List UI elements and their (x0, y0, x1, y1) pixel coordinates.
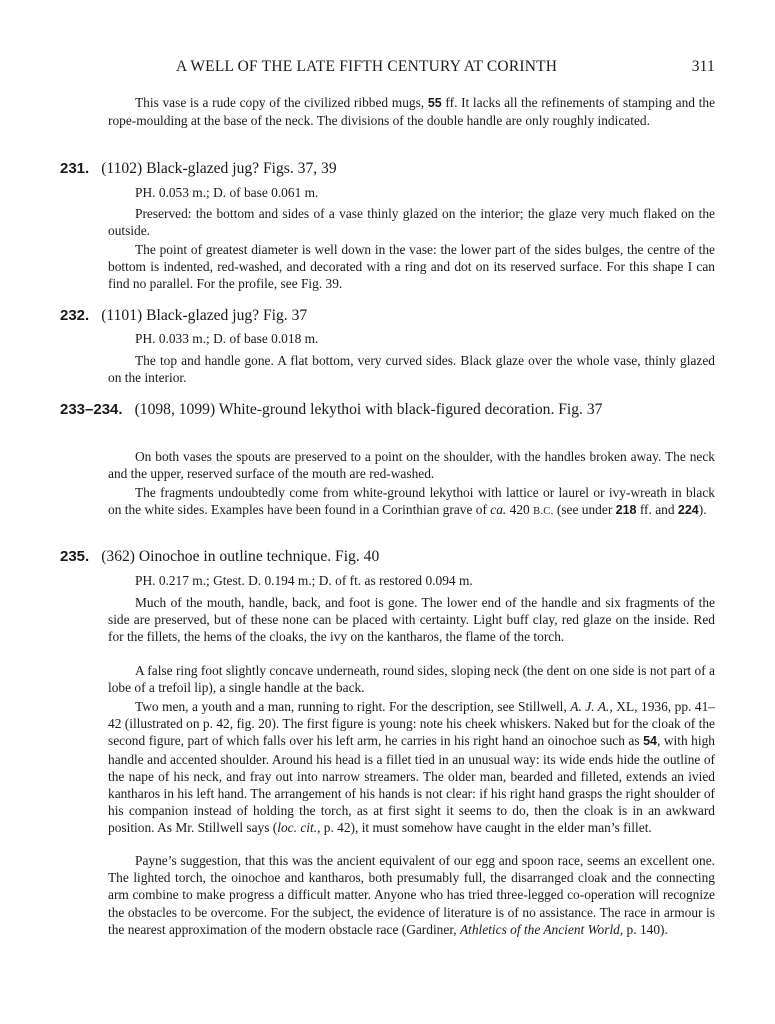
entry-number: 231. (60, 160, 90, 177)
entry-number: 232. (60, 307, 90, 324)
text-run: B.C. (533, 506, 554, 518)
catalogue-ref: 218 (615, 503, 637, 518)
entry-measurements: PH. 0.217 m.; Gtest. D. 0.194 m.; D. of ft. as restored 0.094 m. (135, 573, 473, 588)
text-run: , with high handle and accented shoulder. Around his head is a fillet tied in an unusual way: its wide ends hide the outline of the nape of his neck, and fray out into narrow streamers. The older man, bearded and filleted, extends an ivied kantharos in his left hand. The arrangement of his hands is not clear: if his right hand grasps the right shoulder of his companion instead of holding the torch, as at first sight it seems to do, then the cloak is in an awkward position. As Mr. Stillwell says ( (108, 733, 715, 836)
entry-paragraph: Preserved: the bottom and sides of a vase thinly glazed on the interior; the glaze very much flaked on the outside. (108, 206, 715, 239)
entry-heading-233-234 (60, 401, 720, 419)
entry-paragraph (108, 852, 715, 938)
catalogue-ref: 55 (427, 96, 442, 110)
entry-number: 233–234. (60, 401, 123, 418)
entry-paragraph (108, 698, 715, 837)
entry-heading-232 (60, 307, 720, 325)
text-run: loc. cit. (277, 820, 318, 836)
running-head-title: A WELL OF THE LATE FIFTH CENTURY AT CORINTH (176, 58, 558, 75)
entry-title: (1102) Black-glazed jug? Figs. 37, 39 (101, 160, 337, 177)
entry-title: (1098, 1099) White-ground lekythoi with black-figured decoration. Fig. 37 (134, 401, 603, 418)
entry-paragraph: Much of the mouth, handle, back, and foot is gone. The lower end of the handle and six fragments of the side are preserved, but of these none can be placed with certainty. Light buff clay, red glaze on the inside. Red for the fillets, the hems of the cloaks, the ivy on the kantharos, the flame of the torch. (108, 595, 715, 645)
text-run: , XL, 1936, pp. 41–42 (illustrated on p. 42, fig. 20). The first figure is young: note his cheek whiskers. Naked but for the cloak of the second figure, part of which falls over his left arm, he carries in his right hand an oinochoe such as (108, 699, 715, 749)
entry-measurements: PH. 0.033 m.; D. of base 0.018 m. (135, 331, 319, 346)
text-run: Athletics of the Ancient World (459, 921, 620, 937)
entry-title: (362) Oinochoe in outline technique. Fig. 40 (101, 548, 380, 565)
entry-paragraph: The top and handle gone. A flat bottom, very curved sides. Black glaze over the whole vase, thinly glazed on the interior. (108, 353, 715, 386)
text-run: ff. and (636, 502, 678, 518)
entry-paragraph: A false ring foot slightly concave underneath, round sides, sloping neck (the dent on one side is not part of a lobe of a trefoil lip), a single handle at the back. (108, 663, 715, 696)
running-head (110, 58, 715, 82)
page-number: 311 (691, 58, 715, 75)
text-run: This vase is a rude copy of the civilized ribbed mugs, (135, 95, 428, 110)
entry-title: (1101) Black-glazed jug? Fig. 37 (101, 307, 308, 324)
text-run: ff. It lacks all the refinements of stamping and the rope-moulding at the base of the neck. The divisions of the double handle are only roughly indicated. (108, 95, 716, 129)
entry-measurements: PH. 0.053 m.; D. of base 0.061 m. (135, 185, 319, 200)
entry-paragraph: The point of greatest diameter is well down in the vase: the lower part of the sides bulges, the centre of the bottom is indented, red-washed, and decorated with a ring and dot on its reserved surface. For this shape I can find no parallel. For the profile, see Fig. 39. (108, 242, 715, 292)
catalogue-ref: 224 (677, 503, 699, 518)
text-run: (see under (553, 502, 616, 518)
text-run: A. J. A. (570, 699, 610, 714)
text-run: , p. 42), it must somehow have caught in the elder man’s fillet. (317, 820, 652, 836)
entry-number: 235. (60, 548, 90, 565)
text-run: ca. (490, 502, 507, 518)
catalogue-ref: 54 (643, 734, 657, 749)
text-run: ). (698, 502, 707, 518)
text-run: 420 (506, 502, 534, 518)
entry-heading-235 (60, 548, 720, 566)
entry-heading-231 (60, 160, 720, 178)
text-run: The fragments undoubtedly come from white-ground lekythoi with lattice or laurel or ivy-wreath in black on the white sides. Examples have been found in a Corinthian grave of (108, 485, 715, 518)
text-run: , p. 140). (619, 921, 668, 937)
entry-paragraph (108, 484, 715, 520)
text-run: Payne’s suggestion, that this was the ancient equivalent of our egg and spoon race, seems an excellent one. The lighted torch, the oinochoe and kantharos, both presumably full, the disarranged cloak and the connecting arm combine to make progress a difficult matter. Anyone who has tried three-legged co-operation will recognize the obstacles to be overcome. For the subject, the evidence of literature is of no assistance. The race in armour is the nearest approximation of the modern obstacle race (Gardiner, (108, 853, 715, 937)
text-run: Two men, a youth and a man, running to right. For the description, see Stillwell, (135, 699, 571, 714)
intro-paragraph (108, 94, 715, 129)
entry-paragraph: On both vases the spouts are preserved to a point on the shoulder, with the handles broken away. The neck and the upper, reserved surface of the mouth are red-washed. (108, 449, 715, 482)
